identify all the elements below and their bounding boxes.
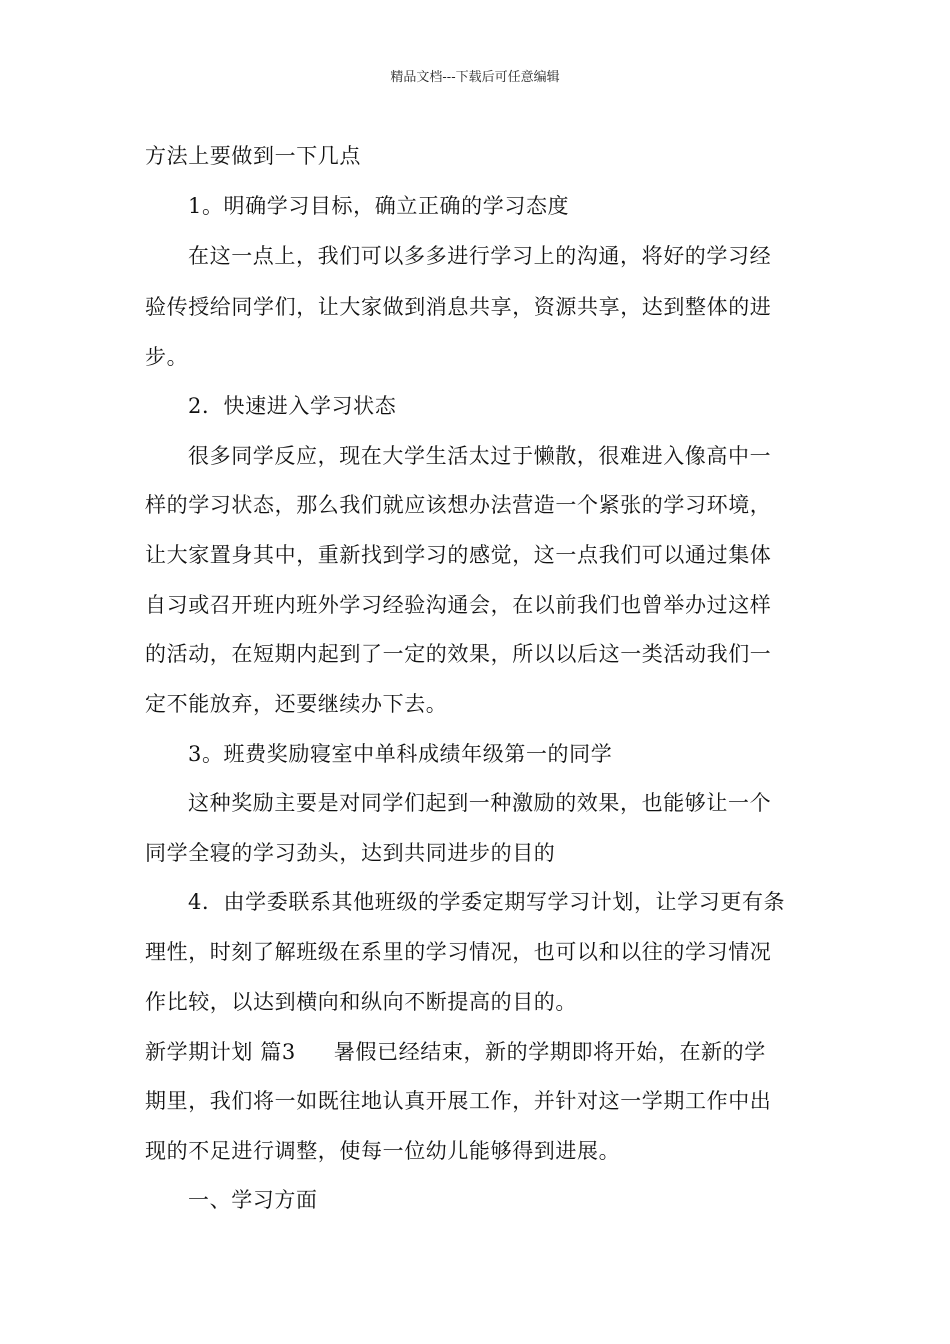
section-intro-text: 暑假已经结束，新的学期即将开始，在新的学: [333, 1040, 766, 1064]
paragraph-line: 自习或召开班内班外学习经验沟通会，在以前我们也曾举办过这样: [145, 593, 772, 617]
list-item-heading: 4．由学委联系其他班级的学委定期写学习计划，让学习更有条: [188, 890, 786, 914]
section-first-line: [145, 1036, 766, 1066]
paragraph-line: 让大家置身其中，重新找到学习的感觉，这一点我们可以通过集体: [145, 543, 772, 567]
paragraph-line: 这种奖励主要是对同学们起到一种激励的效果，也能够让一个: [188, 791, 772, 815]
list-item-heading: 1。明确学习目标，确立正确的学习态度: [188, 194, 570, 218]
subsection-heading: 一、学习方面: [188, 1188, 318, 1212]
paragraph-line: 作比较，以达到横向和纵向不断提高的目的。: [145, 990, 577, 1014]
paragraph-line: 现的不足进行调整，使每一位幼儿能够得到进展。: [145, 1139, 621, 1163]
list-item-heading: 3。班费奖励寝室中单科成绩年级第一的同学: [188, 742, 613, 766]
paragraph-line: 的活动，在短期内起到了一定的效果，所以以后这一类活动我们一: [145, 642, 772, 666]
paragraph-line: 理性，时刻了解班级在系里的学习情况，也可以和以往的学习情况: [145, 940, 772, 964]
paragraph-line: 步。: [145, 345, 189, 369]
paragraph-line: 在这一点上，我们可以多多进行学习上的沟通，将好的学习经: [188, 244, 772, 268]
paragraph-line: 很多同学反应，现在大学生活太过于懒散，很难进入像高中一: [188, 444, 772, 468]
paragraph-line: 验传授给同学们，让大家做到消息共享，资源共享，达到整体的进: [145, 295, 772, 319]
section-heading: 新学期计划 篇3: [145, 1040, 296, 1064]
paragraph-line: 定不能放弃，还要继续办下去。: [145, 692, 448, 716]
paragraph-line: 期里，我们将一如既往地认真开展工作，并针对这一学期工作中出: [145, 1089, 772, 1113]
paragraph-line: 同学全寝的学习劲头，达到共同进步的目的: [145, 841, 556, 865]
paragraph-line: 方法上要做到一下几点: [145, 144, 361, 168]
list-item-heading: 2．快速进入学习状态: [188, 394, 397, 418]
header-note: 精品文档---下载后可任意编辑: [390, 70, 560, 85]
paragraph-line: 样的学习状态，那么我们就应该想办法营造一个紧张的学习环境，: [145, 493, 772, 517]
